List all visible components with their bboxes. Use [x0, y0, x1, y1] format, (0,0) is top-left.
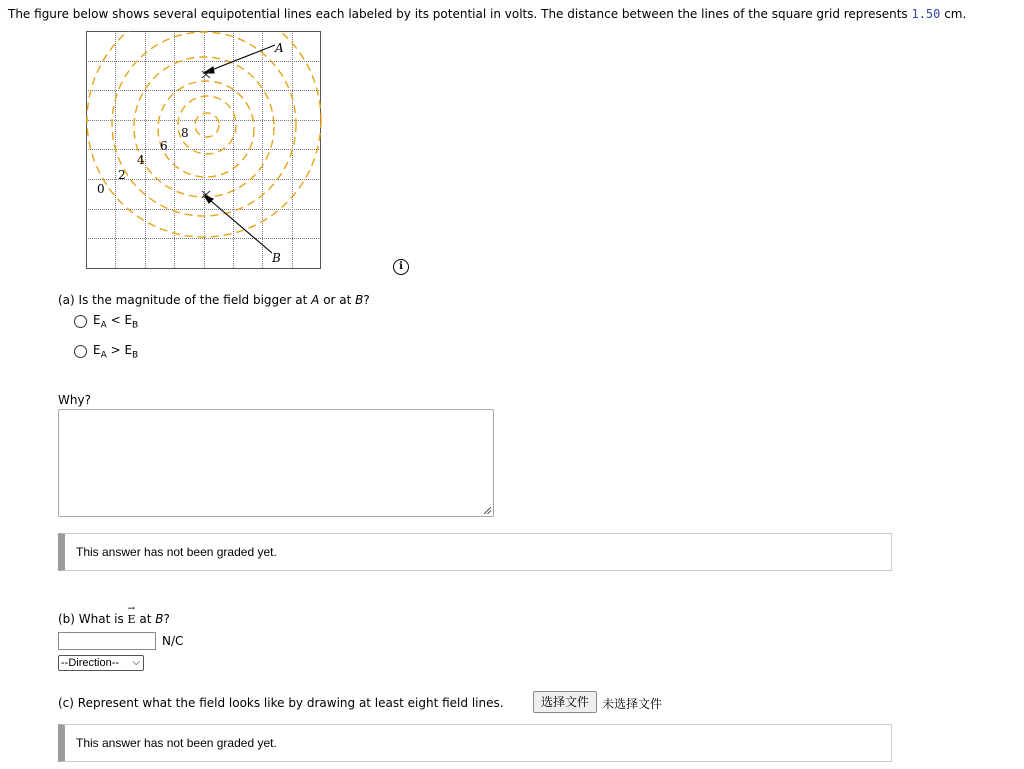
part-a-B: B: [355, 293, 364, 307]
arrow-to-A: [204, 45, 275, 73]
grade-status-a: [58, 533, 892, 571]
intro-text: The figure below shows several equipotential lines each labeled by its potential in volts. The distance between the lines of the square grid represents: [8, 7, 912, 21]
grid-border: [87, 32, 321, 269]
potential-label-0: 0: [97, 182, 105, 196]
part-b-qmark: ?: [163, 612, 170, 626]
label-A: A: [275, 41, 284, 55]
vector-E: [127, 604, 136, 626]
resize-grip-icon[interactable]: [484, 507, 491, 514]
grade-status-c: [58, 724, 892, 762]
potential-label-8: 8: [181, 126, 189, 140]
intro-text-end: cm.: [940, 7, 967, 21]
arrow-to-B: [204, 195, 272, 253]
opt-E2: E: [124, 313, 133, 327]
problem-intro: [8, 7, 966, 21]
why-label: Why?: [58, 393, 91, 407]
opt-E: E: [93, 313, 101, 327]
opt-sub-A: A: [100, 350, 107, 361]
option-ea-less-eb[interactable]: [74, 313, 138, 330]
opt-op: <: [106, 313, 125, 327]
radio-ea-greater-eb[interactable]: [74, 345, 87, 358]
file-status-text: 未选择文件: [602, 697, 663, 711]
vector-arrow-icon: →: [127, 604, 136, 614]
option-ea-greater-eb[interactable]: [74, 343, 138, 360]
part-a-or: or at: [319, 293, 356, 307]
potential-label-2: 2: [118, 168, 126, 182]
direction-selected: --Direction--: [61, 657, 120, 669]
field-magnitude-input[interactable]: [58, 632, 156, 650]
part-a-qmark: ?: [363, 293, 370, 307]
option-label: [93, 343, 138, 360]
grade-status-text: This answer has not been graded yet.: [76, 545, 277, 559]
option-label: [93, 313, 138, 330]
square-grid: [86, 31, 321, 269]
radio-ea-less-eb[interactable]: [74, 315, 87, 328]
part-a-question: [58, 293, 370, 307]
equipotential-inner: [195, 113, 219, 137]
vector-E-letter: E: [127, 613, 136, 626]
info-icon[interactable]: i: [393, 259, 409, 275]
equipotential-8: [178, 96, 236, 154]
chevron-down-icon: ⌵: [132, 657, 140, 668]
opt-sub-B: B: [132, 350, 139, 361]
part-b-prefix: (b) What is: [58, 612, 128, 626]
part-a-A: A: [311, 293, 320, 307]
part-c-question: (c) Represent what the field looks like by drawing at least eight field lines.: [58, 696, 504, 710]
potential-label-6: 6: [160, 139, 168, 153]
opt-E2: E: [124, 343, 133, 357]
opt-E: E: [93, 343, 101, 357]
equipotential-figure: [86, 31, 322, 270]
opt-sub-B: B: [132, 320, 139, 331]
why-textarea[interactable]: [58, 409, 494, 517]
unit-label: N/C: [162, 634, 184, 648]
opt-sub-A: A: [100, 320, 107, 331]
opt-op: >: [106, 343, 125, 357]
part-a-prefix: (a) Is the magnitude of the field bigger at: [58, 293, 312, 307]
label-B: B: [272, 251, 281, 265]
potential-label-4: 4: [137, 153, 145, 167]
direction-select[interactable]: [58, 655, 144, 671]
part-b-mid: at: [135, 612, 156, 626]
part-b-B: B: [155, 612, 164, 626]
part-b-question: [58, 604, 170, 626]
grid-spacing-value: 1.50: [911, 7, 941, 21]
grade-status-text: This answer has not been graded yet.: [76, 736, 277, 750]
choose-file-button[interactable]: 选择文件: [533, 691, 597, 713]
